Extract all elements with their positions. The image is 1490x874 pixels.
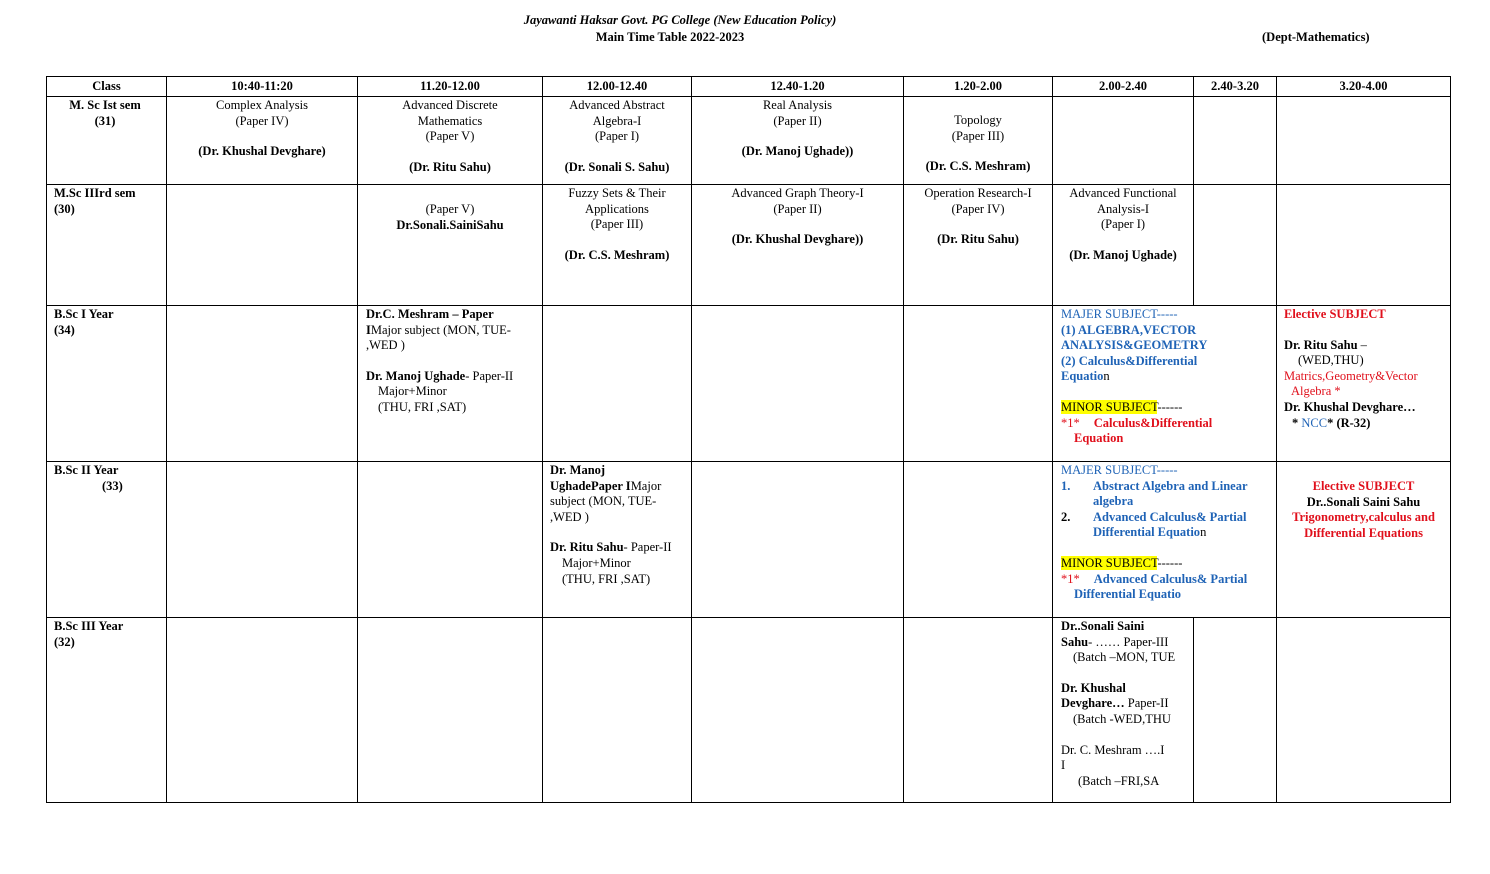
- row-class-bsc1: B.Sc I Year (34): [54, 307, 114, 337]
- row-class-msc1: M. Sc Ist sem (31): [69, 98, 141, 128]
- department-label: (Dept-Mathematics): [1262, 30, 1370, 44]
- msc3-slot4-cell: Advanced Graph Theory-I (Paper II) (Dr. Khushal Devghare)): [731, 186, 864, 247]
- column-header-class: Class: [92, 79, 121, 93]
- msc1-slot2-cell: Advanced Discrete Mathematics (Paper V) (Dr. Ritu Sahu): [402, 98, 498, 174]
- college-name: Jayawanti Haksar Govt. PG College (New Education Policy): [523, 13, 837, 27]
- page-title: Main Time Table 2022-2023: [595, 30, 745, 44]
- msc1-slot5-cell: Topology (Paper III) (Dr. C.S. Meshram): [925, 113, 1031, 174]
- bsc2-major-minor-cell: MAJER SUBJECT----- 1. Abstract Algebra and Linear algebra 2. Advanced Calculus& Partial Differential Equation MINOR SUBJECT------ *1* Advanced Calculus& Partial Differential Equatio: [1061, 463, 1248, 602]
- column-header-slot-2: 11.20-12.00: [420, 79, 480, 93]
- msc3-slot3-cell: Fuzzy Sets & Their Applications (Paper III) (Dr. C.S. Meshram): [564, 186, 670, 262]
- column-header-slot-1: 10:40-11:20: [231, 79, 293, 93]
- column-header-slot-7: 2.40-3.20: [1211, 79, 1259, 93]
- column-header-slot-5: 1.20-2.00: [954, 79, 1002, 93]
- column-header-slot-6: 2.00-2.40: [1099, 79, 1147, 93]
- msc1-slot4-cell: Real Analysis (Paper II) (Dr. Manoj Ughade)): [741, 98, 854, 159]
- msc1-slot1-cell: Complex Analysis (Paper IV) (Dr. Khushal Devghare): [198, 98, 326, 159]
- column-header-slot-3: 12.00-12.40: [586, 79, 648, 93]
- column-header-slot-8: 3.20-4.00: [1339, 79, 1388, 93]
- bsc2-slot3-cell: Dr. Manoj UghadePaper IMajor subject (MON, TUE- ,WED ) Dr. Ritu Sahu- Paper-II Major+Minor (THU, FRI ,SAT): [550, 463, 672, 586]
- msc3-slot6-cell: Advanced Functional Analysis-I (Paper I) (Dr. Manoj Ughade): [1069, 186, 1177, 262]
- bsc1-elective-cell: Elective SUBJECT Dr. Ritu Sahu – (WED,THU) Matrics,Geometry&Vector Algebra * Dr. Khushal Devghare… * NCC* (R-32): [1284, 307, 1418, 430]
- bsc3-slot6-cell: Dr..Sonali Saini Sahu- …… Paper-III (Batch –MON, TUE Dr. Khushal Devghare… Paper-II (Batch -WED,THU Dr. C. Meshram ….I I (Batch –FRI,SA: [1061, 619, 1176, 788]
- bsc1-major-minor-cell: MAJER SUBJECT----- (1) ALGEBRA,VECTOR ANALYSIS&GEOMETRY (2) Calculus&Differential Equation MINOR SUBJECT------ *1* Calculus&Differential Equation: [1061, 307, 1213, 446]
- row-class-msc3: M.Sc IIIrd sem (30): [54, 186, 136, 216]
- bsc1-slot2-cell: Dr.C. Meshram – Paper IMajor subject (MON, TUE- ,WED ) Dr. Manoj Ughade- Paper-II Major+Minor (THU, FRI ,SAT): [366, 307, 514, 414]
- row-class-bsc2: B.Sc II Year (33): [54, 463, 123, 493]
- column-header-slot-4: 12.40-1.20: [770, 79, 825, 93]
- msc3-slot5-cell: Operation Research-I (Paper IV) (Dr. Ritu Sahu): [924, 186, 1032, 247]
- row-class-bsc3: B.Sc III Year (32): [54, 619, 124, 649]
- msc3-slot2-cell: (Paper V) Dr.Sonali.SainiSahu: [396, 202, 504, 232]
- msc1-slot3-cell: Advanced Abstract Algebra-I (Paper I) (Dr. Sonali S. Sahu): [564, 98, 670, 174]
- bsc2-elective-cell: Elective SUBJECT Dr..Sonali Saini Sahu Trigonometry,calculus and Differential Equations: [1292, 479, 1435, 540]
